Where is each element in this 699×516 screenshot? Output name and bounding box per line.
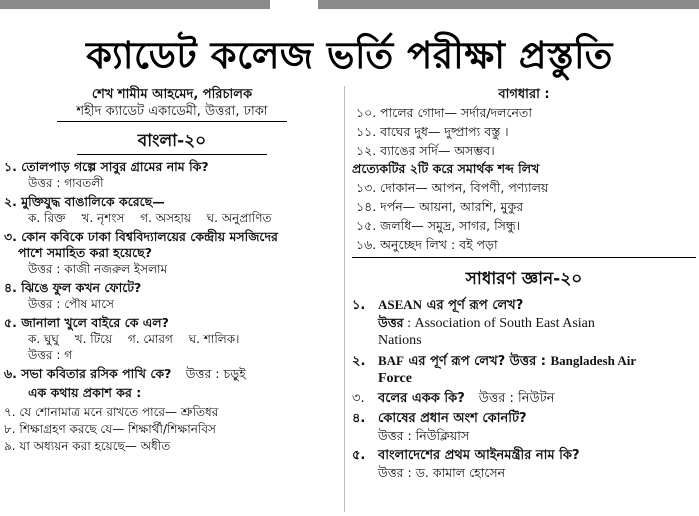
gk-question-4 [352,410,696,444]
list-item: ৭. যে শোনামাত্র মনে রাখতে পারে— শ্রুতিধর [4,405,219,419]
bangla-question-2 [4,194,340,226]
gk-question-row [352,410,696,427]
bagdhara-item: ১২. ব্যাঙের সর্দি— অসম্ভব। [356,143,495,158]
somarthok-heading: প্রত্যেকটির ২টি করে সমার্থক শব্দ লিখ [352,161,540,176]
gk-section-title: সাধারণ জ্ঞান-২০ [465,269,583,289]
somarthok-item: ১৫. জলধি— সমুদ্র, সাগর, সিন্ধু। [356,218,521,233]
answer-line2: Nations [378,333,422,348]
section-rule [352,257,696,258]
answer-text: উত্তর : ড. কামাল হোসেন [378,465,506,480]
option-ka: ক. ঘুঘু [28,332,59,346]
gk-question-5 [352,447,696,481]
question-acronym: ASEAN [378,297,423,312]
bangla-title-text: বাংলা-২০ [137,131,207,151]
bangla-section-title [4,130,340,155]
gk-question-row [352,447,696,464]
answer-text: উত্তর : পৌষ মাসে [28,297,114,311]
bagdhara-item: ১১. বাঘের দুধ— দুষ্প্রাপ্য বস্তু । [356,124,509,139]
bangla-question-3 [4,229,340,277]
options-row [4,331,340,347]
question-text: ৪. ঝিঙে ফুল কখন ফোটে? [4,280,142,295]
option-gha: ঘ. অনুপ্রাণিত [206,211,272,225]
question-acronym: BAF [378,353,404,368]
question-text-line1: ৩. কোন কবিকে ঢাকা বিশ্ববিদ্যালয়ের কেন্দ্রীয় মসজিদের [4,229,278,244]
answer-text: উত্তর : চড়ুই [185,366,246,381]
list-item: ৯. যা অধ্যয়ন করা হয়েছে— অধীত [4,439,171,453]
question-text: ২. মুক্তিযুদ্ধ বাঙালিকে করেছে— [4,194,165,209]
question-number: ৩. [352,391,365,406]
gk-question-2 [352,352,696,387]
answer-text: উত্তর : গ [28,348,73,362]
question-text: ৬. সভা কবিতার রসিক পাখি কে? [4,366,172,381]
answer-label: উত্তর [378,315,404,330]
answer-text: উত্তর : কাজী নজরুল ইসলাম [28,262,168,276]
question-text: কোষের প্রধান অংশ কোনটি? [378,411,527,426]
somarthok-item: ১৪. দর্পন— আয়না, আরশি, মুকুর [356,199,524,214]
bangla-title-rule [77,154,267,155]
options-row [4,210,340,226]
question-text: এর পূর্ণ রূপ লেখ? উত্তর : [404,354,551,369]
somarthok-item: ১৬. অনুচ্ছেদ লিখ : বই পড়া [356,237,498,252]
bagdhara-item: ১০. পালের গোদা— সর্দার/দলনেতা [356,105,532,120]
answer-line1: : Association of South East Asian [403,316,595,331]
question-number: ২. [352,354,366,369]
question-text-line2: পাশে সমাহিত করা হয়েছে? [18,245,152,260]
top-bar-segment-left [0,0,270,9]
author-name: শেখ শামীম আহমেদ, পরিচালক [91,87,253,102]
option-kha: খ. টিয়ে [74,332,113,346]
option-ga: গ. অসহায় [140,211,191,225]
top-decor-bar [0,0,699,9]
question-number: ৫. [352,448,366,463]
gk-answer [352,314,696,332]
gk-question-row [352,352,696,370]
page-headline: ক্যাডেট কলেজ ভর্তি পরীক্ষা প্রস্তুতি [86,34,613,77]
author-underline [57,121,287,122]
right-column [352,86,696,484]
top-bar-segment-right [318,0,699,9]
question-text: ১. তোলপাড় গল্পে সাবুর গ্রামের নাম কি? [4,159,209,174]
question-text: বলের একক কি? [378,391,465,406]
gk-question-row [352,296,696,314]
option-ka: ক. রিক্ত [28,211,66,225]
author-block [4,86,340,122]
option-ga: গ. মোরগ [127,332,173,346]
answer-line2: Force [378,371,412,386]
ek-kothay-heading: এক কথায় প্রকাশ কর : [28,385,142,400]
answer-text: উত্তর : নিউক্লিয়াস [378,428,470,443]
question-number: ১. [352,298,366,313]
somarthok-item: ১৩. দোকান— আপন, বিপণী, পণ্যালয় [356,180,549,195]
list-item: ৮. শিক্ষাগ্রহণ করছে যে— শিক্ষার্থী/শিক্ষানবিস [4,422,216,436]
gk-question-row [352,390,696,407]
answer-text: উত্তর : নিউটন [478,391,555,406]
gk-question-3 [352,390,696,407]
answer-line1: Bangladesh Air [550,353,637,368]
column-divider [344,86,345,512]
option-gha: ঘ. শালিক। [188,332,240,346]
bangla-question-4 [4,280,340,312]
answer-text: উত্তর : গাবতলী [28,176,104,190]
question-row [4,366,340,382]
bangla-question-1 [4,159,340,191]
bangla-question-6 [4,366,340,382]
left-column [4,86,340,455]
option-kha: খ. নৃশংস [81,211,125,225]
bagdhara-heading: বাগধারা : [498,87,550,102]
question-text: ৫. জানালা খুলে বাইরে কে এল? [4,315,169,330]
question-text: এর পূর্ণ রূপ লেখ? [422,298,524,313]
question-text: বাংলাদেশের প্রথম আইনমন্ত্রীর নাম কি? [378,448,580,463]
author-org: শহীদ ক্যাডেট একাডেমী, উত্তরা, ঢাকা [76,104,268,119]
bangla-question-5 [4,315,340,363]
gk-question-1 [352,296,696,349]
question-number: ৪. [352,411,366,426]
